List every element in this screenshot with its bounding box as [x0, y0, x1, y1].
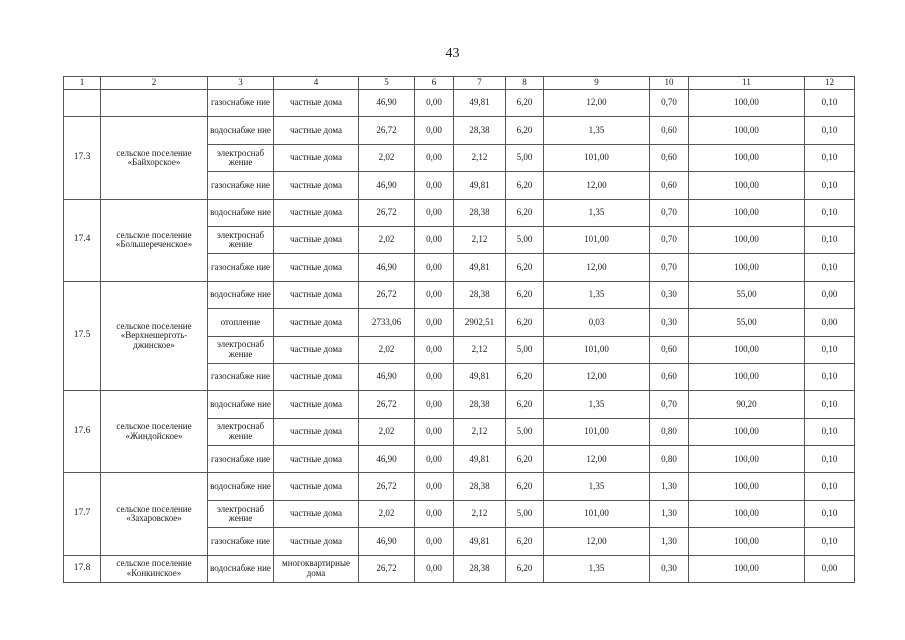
- column-header: 8: [506, 77, 544, 90]
- tariff-cell: 1,30: [650, 528, 689, 555]
- tariff-cell: 0,10: [805, 144, 855, 171]
- tariff-cell: 12,00: [544, 446, 650, 473]
- tariff-cell: 6,20: [506, 117, 544, 144]
- page-number: 43: [445, 46, 460, 61]
- tariff-cell: 2,02: [359, 336, 415, 363]
- tariff-cell: 0,10: [805, 90, 855, 117]
- settlement-number: 17.6: [64, 391, 101, 473]
- tariff-cell: 12,00: [544, 90, 650, 117]
- tariff-cell: 49,81: [454, 528, 506, 555]
- tariff-cell: 2902,51: [454, 309, 506, 336]
- tariff-cell: 0,10: [805, 418, 855, 445]
- tariff-cell: 5,00: [506, 144, 544, 171]
- tariff-cell: 0,00: [415, 528, 454, 555]
- tariff-cell: 0,10: [805, 500, 855, 527]
- tariff-cell: 28,38: [454, 391, 506, 418]
- tariff-cell: 49,81: [454, 172, 506, 199]
- tariff-cell: 0,70: [650, 391, 689, 418]
- tariff-cell: 5,00: [506, 336, 544, 363]
- tariff-cell: 0,00: [415, 90, 454, 117]
- housing-type: частные дома: [274, 144, 359, 171]
- tariff-cell: 28,38: [454, 117, 506, 144]
- tariff-cell: 12,00: [544, 528, 650, 555]
- utility-type: водоснабже ние: [208, 391, 274, 418]
- tariff-cell: 0,10: [805, 172, 855, 199]
- housing-type: частные дома: [274, 528, 359, 555]
- tariff-cell: 90,20: [689, 391, 805, 418]
- tariff-cell: 0,00: [415, 555, 454, 582]
- tariff-cell: 26,72: [359, 117, 415, 144]
- tariff-cell: 2,12: [454, 226, 506, 253]
- utility-type: водоснабже ние: [208, 473, 274, 500]
- tariff-cell: 2,12: [454, 418, 506, 445]
- tariff-cell: 49,81: [454, 363, 506, 390]
- settlement-name: сельское поселение «Верхнешерготь-джинское»: [101, 281, 208, 391]
- utility-type: газоснабже ние: [208, 172, 274, 199]
- tariff-cell: 0,70: [650, 254, 689, 281]
- utility-type: электроснаб жение: [208, 226, 274, 253]
- tariff-cell: 46,90: [359, 446, 415, 473]
- tariff-cell: 0,10: [805, 254, 855, 281]
- tariff-cell: 0,00: [415, 473, 454, 500]
- tariff-cell: 46,90: [359, 254, 415, 281]
- tariff-cell: 2733,06: [359, 309, 415, 336]
- column-header: 2: [101, 77, 208, 90]
- tariff-cell: 0,10: [805, 473, 855, 500]
- tariff-cell: 0,00: [805, 309, 855, 336]
- tariff-cell: 100,00: [689, 172, 805, 199]
- tariff-cell: 0,30: [650, 309, 689, 336]
- tariff-cell: 28,38: [454, 473, 506, 500]
- utility-type: отопление: [208, 309, 274, 336]
- tariff-cell: 5,00: [506, 418, 544, 445]
- utility-type: электроснаб жение: [208, 418, 274, 445]
- column-header: 5: [359, 77, 415, 90]
- housing-type: частные дома: [274, 446, 359, 473]
- tariff-cell: 0,10: [805, 199, 855, 226]
- housing-type: частные дома: [274, 363, 359, 390]
- tariff-cell: 101,00: [544, 500, 650, 527]
- header-row: [64, 77, 855, 90]
- tariff-cell: 100,00: [689, 144, 805, 171]
- tariff-cell: 26,72: [359, 555, 415, 582]
- housing-type: частные дома: [274, 281, 359, 308]
- tariff-cell: 6,20: [506, 391, 544, 418]
- tariff-cell: 6,20: [506, 446, 544, 473]
- tariff-cell: 46,90: [359, 528, 415, 555]
- tariff-cell: 0,30: [650, 555, 689, 582]
- column-header: 7: [454, 77, 506, 90]
- housing-type: частные дома: [274, 117, 359, 144]
- tariff-cell: 0,60: [650, 144, 689, 171]
- column-header: 11: [689, 77, 805, 90]
- tariff-cell: 101,00: [544, 336, 650, 363]
- housing-type: частные дома: [274, 90, 359, 117]
- settlement-name: сельское поселение «Конкинское»: [101, 555, 208, 582]
- settlement-number: 17.3: [64, 117, 101, 199]
- tariff-cell: 5,00: [506, 500, 544, 527]
- settlement-number: 17.8: [64, 555, 101, 582]
- housing-type: частные дома: [274, 500, 359, 527]
- tariff-cell: 1,35: [544, 473, 650, 500]
- table-row: [64, 199, 855, 226]
- tariff-cell: 6,20: [506, 555, 544, 582]
- tariff-cell: 2,02: [359, 418, 415, 445]
- column-header: 3: [208, 77, 274, 90]
- tariff-cell: 12,00: [544, 254, 650, 281]
- tariff-cell: 6,20: [506, 363, 544, 390]
- tariff-cell: 100,00: [689, 90, 805, 117]
- tariff-cell: 100,00: [689, 226, 805, 253]
- tariff-cell: 0,00: [415, 226, 454, 253]
- tariff-cell: 46,90: [359, 90, 415, 117]
- tariff-cell: 0,00: [415, 336, 454, 363]
- housing-type: частные дома: [274, 391, 359, 418]
- tariff-cell: 5,00: [506, 226, 544, 253]
- settlement-name: сельское поселение «Захаровское»: [101, 473, 208, 555]
- table-row: [64, 555, 855, 582]
- tariff-cell: 100,00: [689, 363, 805, 390]
- settlement-name: сельское поселение «Жиндойское»: [101, 391, 208, 473]
- tariff-cell: 49,81: [454, 90, 506, 117]
- tariff-cell: 101,00: [544, 418, 650, 445]
- tariff-cell: 0,00: [415, 281, 454, 308]
- tariff-cell: 46,90: [359, 363, 415, 390]
- utility-type: газоснабже ние: [208, 90, 274, 117]
- tariff-cell: 49,81: [454, 446, 506, 473]
- tariff-cell: 0,60: [650, 172, 689, 199]
- tariff-cell: 0,10: [805, 336, 855, 363]
- tariff-cell: 1,35: [544, 281, 650, 308]
- tariff-cell: 0,00: [415, 254, 454, 281]
- utility-type: газоснабже ние: [208, 254, 274, 281]
- tariff-cell: 1,30: [650, 500, 689, 527]
- column-header: 9: [544, 77, 650, 90]
- housing-type: частные дома: [274, 172, 359, 199]
- settlement-number: 17.7: [64, 473, 101, 555]
- housing-type: частные дома: [274, 473, 359, 500]
- tariff-cell: 26,72: [359, 473, 415, 500]
- tariff-cell: 0,10: [805, 391, 855, 418]
- settlement-number: [64, 90, 101, 117]
- table-row: [64, 391, 855, 418]
- tariff-cell: 2,12: [454, 144, 506, 171]
- tariff-cell: 2,12: [454, 500, 506, 527]
- tariff-cell: 0,10: [805, 363, 855, 390]
- column-header: 4: [274, 77, 359, 90]
- tariff-cell: 100,00: [689, 555, 805, 582]
- tariff-table: [63, 76, 855, 583]
- settlement-number: 17.5: [64, 281, 101, 391]
- tariff-cell: 28,38: [454, 199, 506, 226]
- utility-type: газоснабже ние: [208, 363, 274, 390]
- table-row: [64, 117, 855, 144]
- tariff-cell: 0,60: [650, 336, 689, 363]
- housing-type: частные дома: [274, 418, 359, 445]
- tariff-cell: 1,35: [544, 117, 650, 144]
- tariff-cell: 55,00: [689, 281, 805, 308]
- utility-type: водоснабже ние: [208, 281, 274, 308]
- tariff-cell: 6,20: [506, 199, 544, 226]
- tariff-cell: 0,60: [650, 363, 689, 390]
- utility-type: водоснабже ние: [208, 555, 274, 582]
- tariff-cell: 100,00: [689, 199, 805, 226]
- settlement-number: 17.4: [64, 199, 101, 281]
- tariff-cell: 28,38: [454, 555, 506, 582]
- tariff-cell: 100,00: [689, 336, 805, 363]
- housing-type: многоквартирные дома: [274, 555, 359, 582]
- tariff-cell: 0,00: [415, 446, 454, 473]
- tariff-cell: 101,00: [544, 144, 650, 171]
- settlement-name: [101, 90, 208, 117]
- tariff-cell: 0,00: [805, 281, 855, 308]
- tariff-cell: 55,00: [689, 309, 805, 336]
- tariff-cell: 101,00: [544, 226, 650, 253]
- table-row: [64, 281, 855, 308]
- tariff-cell: 46,90: [359, 172, 415, 199]
- tariff-cell: 0,10: [805, 226, 855, 253]
- tariff-cell: 0,00: [415, 117, 454, 144]
- utility-type: электроснаб жение: [208, 144, 274, 171]
- tariff-cell: 0,00: [415, 500, 454, 527]
- tariff-cell: 0,30: [650, 281, 689, 308]
- housing-type: частные дома: [274, 254, 359, 281]
- tariff-cell: 6,20: [506, 528, 544, 555]
- tariff-cell: 0,03: [544, 309, 650, 336]
- tariff-cell: 6,20: [506, 473, 544, 500]
- tariff-cell: 100,00: [689, 500, 805, 527]
- tariff-cell: 1,30: [650, 473, 689, 500]
- tariff-cell: 2,02: [359, 226, 415, 253]
- housing-type: частные дома: [274, 336, 359, 363]
- tariff-cell: 26,72: [359, 199, 415, 226]
- tariff-cell: 100,00: [689, 254, 805, 281]
- tariff-cell: 6,20: [506, 281, 544, 308]
- tariff-cell: 100,00: [689, 117, 805, 144]
- tariff-cell: 28,38: [454, 281, 506, 308]
- tariff-cell: 26,72: [359, 281, 415, 308]
- tariff-cell: 6,20: [506, 309, 544, 336]
- tariff-cell: 0,10: [805, 528, 855, 555]
- table-row: [64, 473, 855, 500]
- housing-type: частные дома: [274, 309, 359, 336]
- tariff-cell: 0,10: [805, 117, 855, 144]
- tariff-cell: 1,35: [544, 199, 650, 226]
- tariff-cell: 0,60: [650, 117, 689, 144]
- tariff-cell: 2,02: [359, 144, 415, 171]
- tariff-cell: 0,00: [415, 172, 454, 199]
- settlement-name: сельское поселение «Байхорское»: [101, 117, 208, 199]
- tariff-cell: 100,00: [689, 418, 805, 445]
- column-header: 1: [64, 77, 101, 90]
- settlement-name: сельское поселение «Большереченское»: [101, 199, 208, 281]
- tariff-cell: 100,00: [689, 528, 805, 555]
- tariff-cell: 0,70: [650, 226, 689, 253]
- tariff-cell: 6,20: [506, 90, 544, 117]
- tariff-cell: 0,80: [650, 446, 689, 473]
- utility-type: газоснабже ние: [208, 446, 274, 473]
- tariff-cell: 6,20: [506, 172, 544, 199]
- tariff-cell: 0,00: [415, 309, 454, 336]
- table-body: [64, 90, 855, 583]
- table-row: [64, 90, 855, 117]
- tariff-cell: 12,00: [544, 363, 650, 390]
- column-header: 12: [805, 77, 855, 90]
- column-header: 10: [650, 77, 689, 90]
- utility-type: электроснаб жение: [208, 336, 274, 363]
- tariff-cell: 0,70: [650, 90, 689, 117]
- tariff-cell: 0,00: [805, 555, 855, 582]
- utility-type: электроснаб жение: [208, 500, 274, 527]
- column-header: 6: [415, 77, 454, 90]
- tariff-cell: 2,02: [359, 500, 415, 527]
- tariff-cell: 1,35: [544, 391, 650, 418]
- housing-type: частные дома: [274, 226, 359, 253]
- tariff-cell: 100,00: [689, 446, 805, 473]
- tariff-cell: 26,72: [359, 391, 415, 418]
- tariff-cell: 0,00: [415, 363, 454, 390]
- tariff-cell: 6,20: [506, 254, 544, 281]
- tariff-cell: 12,00: [544, 172, 650, 199]
- tariff-cell: 0,00: [415, 391, 454, 418]
- housing-type: частные дома: [274, 199, 359, 226]
- tariff-cell: 2,12: [454, 336, 506, 363]
- utility-type: водоснабже ние: [208, 117, 274, 144]
- tariff-cell: 0,00: [415, 199, 454, 226]
- tariff-cell: 1,35: [544, 555, 650, 582]
- tariff-cell: 49,81: [454, 254, 506, 281]
- tariff-cell: 100,00: [689, 473, 805, 500]
- tariff-cell: 0,80: [650, 418, 689, 445]
- utility-type: водоснабже ние: [208, 199, 274, 226]
- tariff-cell: 0,00: [415, 144, 454, 171]
- utility-type: газоснабже ние: [208, 528, 274, 555]
- tariff-cell: 0,70: [650, 199, 689, 226]
- tariff-cell: 0,10: [805, 446, 855, 473]
- tariff-cell: 0,00: [415, 418, 454, 445]
